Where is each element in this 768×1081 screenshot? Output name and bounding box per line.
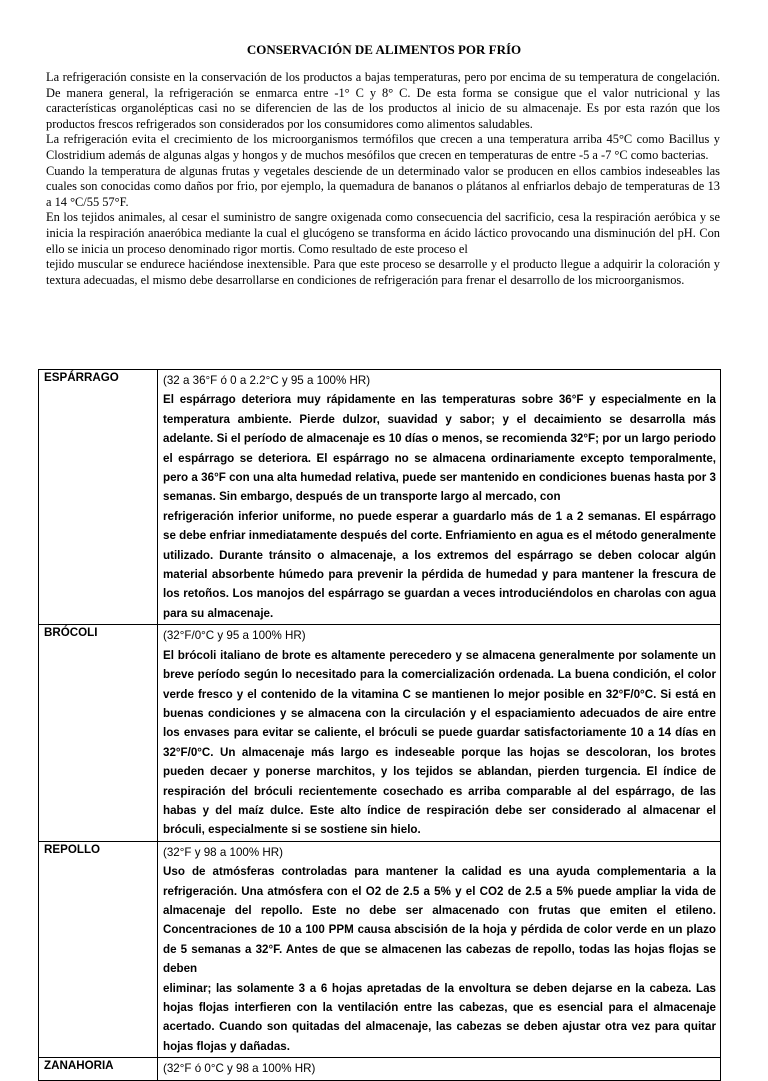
- product-name: REPOLLO: [39, 841, 158, 1057]
- description-paragraph: eliminar; las solamente 3 a 6 hojas apretadas de la envoltura se deben dejarse en la cabeza. Las hojas flojas interfieren con la ventilación entre las cabezas, que es esencial para el almacenaje acertado. Cuando son quitadas del almacenaje, las cabezas se deben ajustar otra vez para quitar hojas flojas y dañadas.: [163, 981, 716, 1053]
- product-description: [158, 370, 721, 625]
- description-paragraph: El brócoli italiano de brote es altamente perecedero y se almacena generalmente por solamente un breve período según lo necesitado para la comercialización ordenada. La buena condición, el color verde fresco y el contenido de la vitamina C se mantienen lo mejor posible en 32°F/0°C. Si está en buenas condiciones y se almacena con la circulación y el espaciamiento adecuados de aire entre los envases para evitar se caliente, el bróculi se puede guardar satisfactoriamente 10 a 14 días en 32°F/0°C. Un almacenaje más largo es indeseable porque las hojas se descoloran, los brotes pueden decaer y ponerse marchitos, y los tejidos se ablandan, pierden turgencia. El índice de respiración del bróculi recientemente cosechado es arriba comparable al del espárrago, de las habas y del maíz dulce. Este alto índice de respiración debe ser considerado al almacenar el bróculi, especialmente si se sostiene sin hielo.: [163, 648, 716, 837]
- intro-paragraph: La refrigeración consiste en la conservación de los productos a bajas temperaturas, pero por encima de su temperatura de congelación. De manera general, la refrigeración se enmarca entre -1° C y 8° C. De esta forma se consigue que el valor nutricional y las características organolépticas casi no se diferencien de las de los productos al inicio de su almacenaje. Es por esta razón que los productos frescos refrigerados son considerados por los consumidores como alimentos saludables.: [46, 70, 720, 131]
- document-title: CONSERVACIÓN DE ALIMENTOS POR FRÍO: [246, 42, 522, 57]
- intro-text: [46, 70, 720, 288]
- description-paragraph: El espárrago deteriora muy rápidamente en las temperaturas sobre 36°F y especialmente en la temperatura ambiente. Pierde dulzor, suavidad y sabor; y el decaimiento se desarrolla más adelante. Si el período de almacenaje es 10 días o menos, se recomienda 32°F; por un largo periodo el espárrago se deteriora. El espárrago no se almacena ordinariamente excepto temporalmente, pero a 36°F con una alta humedad relativa, puede ser mantenido en condiciones buenas hasta por 3 semanas. Sin embargo, después de un transporte largo al mercado, con: [163, 393, 716, 504]
- storage-conditions: (32°F y 98 a 100% HR): [163, 845, 283, 859]
- product-name: BRÓCOLI: [39, 625, 158, 841]
- intro-paragraph: En los tejidos animales, al cesar el suministro de sangre oxigenada como consecuencia del sacrificio, cesa la respiración aeróbica y se inicia la respiración anaeróbica mediante la cual el glucógeno se transforma en ácido láctico provocando una disminución del pH. Con ello se inicia un proceso denominado rigor mortis. Como resultado de este proceso el: [46, 210, 720, 256]
- products-table: [38, 369, 721, 1081]
- table-row-zanahoria: [39, 1058, 721, 1080]
- table-row-repollo: [39, 841, 721, 1057]
- product-description: [158, 1058, 721, 1080]
- intro-paragraph: La refrigeración evita el crecimiento de los microorganismos termófilos que crecen a una temperatura arriba 45°C como Bacillus y Clostridium además de algunas algas y hongos y de muchos mesófilos que crecen en temperaturas de entre -5 a -7 °C como bacterias.: [46, 132, 720, 162]
- product-name: ZANAHORIA: [39, 1058, 158, 1080]
- intro-paragraph: tejido muscular se endurece haciéndose inextensible. Para que este proceso se desarrolle y el producto llegue a adquirir la coloración y textura adecuadas, el mismo debe desarrollarse en condiciones de refrigeración para frenar el desarrollo de los microorganismos.: [46, 257, 720, 287]
- storage-conditions: (32°F/0°C y 95 a 100% HR): [163, 629, 306, 643]
- table-row-esparrago: [39, 370, 721, 625]
- storage-conditions: (32°F ó 0°C y 98 a 100% HR): [163, 1062, 316, 1076]
- description-paragraph: Uso de atmósferas controladas para mantener la calidad es una ayuda complementaria a la refrigeración. Una atmósfera con el O2 de 2.5 a 5% y el CO2 de 2.5 a 5% puede ampliar la vida de almacenaje del repollo. Este no debe ser almacenado con frutas que emiten el etileno. Concentraciones de 10 a 100 PPM causa abscisión de la hoja y pérdida de color verde en un plazo de 5 semanas a 32°F. Antes de que se almacenen las cabezas de repollo, todas las hojas flojas se deben: [163, 865, 716, 976]
- storage-conditions: (32 a 36°F ó 0 a 2.2°C y 95 a 100% HR): [163, 374, 371, 387]
- description-paragraph: refrigeración inferior uniforme, no puede esperar a guardarlo más de 1 a 2 semanas. El espárrago se debe enfriar inmediatamente después del corte. Enfriamiento en agua es el método generalmente utilizado. Durante tránsito o almacenaje, a los extremos del espárrago se deben colocar algún material absorbente húmedo para prevenir la pérdida de humedad y para mantener la frescura de los retoños. Los manojos del espárrago se guardan a veces introduciéndolos en charolas con agua para su almacenaje.: [163, 509, 716, 620]
- product-name: ESPÁRRAGO: [39, 370, 158, 625]
- intro-paragraph: Cuando la temperatura de algunas frutas y vegetales desciende de un determinado valor se producen en ellos cambios indeseables las cuales son conocidas como daños por frio, por ejemplo, la quemadura de bananos o plátanos al enfriarlos debajo de temperaturas de 13 a 14 °C/55 57°F.: [46, 163, 720, 209]
- product-description: [158, 625, 721, 841]
- product-description: [158, 841, 721, 1057]
- table-row-brocoli: [39, 625, 721, 841]
